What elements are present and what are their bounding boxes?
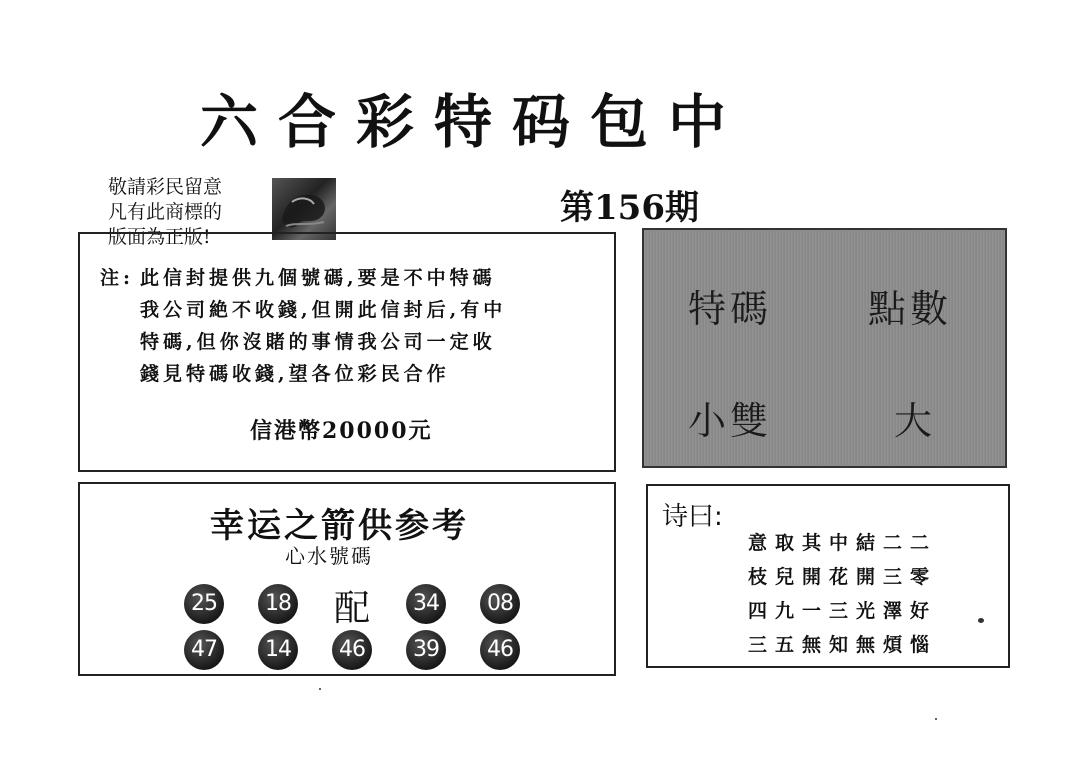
- poem-box: [646, 484, 1010, 668]
- pair-label: 配: [334, 588, 371, 629]
- note-line: 錢見特碼收錢,望各位彩民合作: [140, 363, 450, 385]
- number-ball: 46: [480, 630, 520, 670]
- poem-line: 三五無知無煩惱: [748, 634, 938, 656]
- speck: [935, 718, 937, 720]
- number-ball: 08: [480, 584, 520, 624]
- number-ball: 18: [258, 584, 298, 624]
- trademark-logo: [272, 178, 336, 240]
- special-code-panel: [642, 228, 1007, 468]
- number-ball: 39: [406, 630, 446, 670]
- notice-line: 版面為正版!: [108, 226, 211, 248]
- number-ball: 25: [184, 584, 224, 624]
- points-label: 點數: [868, 287, 953, 331]
- special-code-label: 特碼: [688, 287, 773, 331]
- special-code-value: 小雙: [688, 399, 773, 443]
- note-line: 此信封提供九個號碼,要是不中特碼: [140, 267, 496, 289]
- poem-line: 枝兒開花開三零: [748, 566, 938, 588]
- number-ball: 46: [332, 630, 372, 670]
- speck: [978, 618, 984, 623]
- deposit-amount: 信港幣20000元: [250, 418, 433, 444]
- guarantee-box: [78, 232, 616, 472]
- trademark-image: [272, 178, 336, 240]
- lucky-subtitle: 心水號碼: [285, 544, 373, 568]
- poem-line: 四九一三光澤好: [748, 600, 938, 622]
- poem-label: 诗曰:: [662, 502, 723, 532]
- points-value: 大: [894, 399, 937, 443]
- poem-line: 意取其中結二二: [748, 532, 938, 554]
- number-ball: 47: [184, 630, 224, 670]
- notice-line: 敬請彩民留意: [108, 176, 223, 198]
- issue-number: 第156期: [560, 188, 699, 228]
- number-ball: 34: [406, 584, 446, 624]
- lucky-title: 幸运之箭供参考: [210, 506, 469, 546]
- speck: [319, 688, 321, 690]
- page-title: 六合彩特码包中: [200, 88, 747, 156]
- note-line: 特碼,但你沒賭的事情我公司一定收: [140, 331, 496, 353]
- lucky-numbers-box: [78, 482, 616, 676]
- note-prefix: 注:: [100, 267, 135, 289]
- notice-line: 凡有此商標的: [108, 201, 223, 223]
- number-ball: 14: [258, 630, 298, 670]
- guarantee-note: [100, 262, 600, 390]
- note-line: 我公司絶不收錢,但開此信封后,有中: [140, 299, 507, 321]
